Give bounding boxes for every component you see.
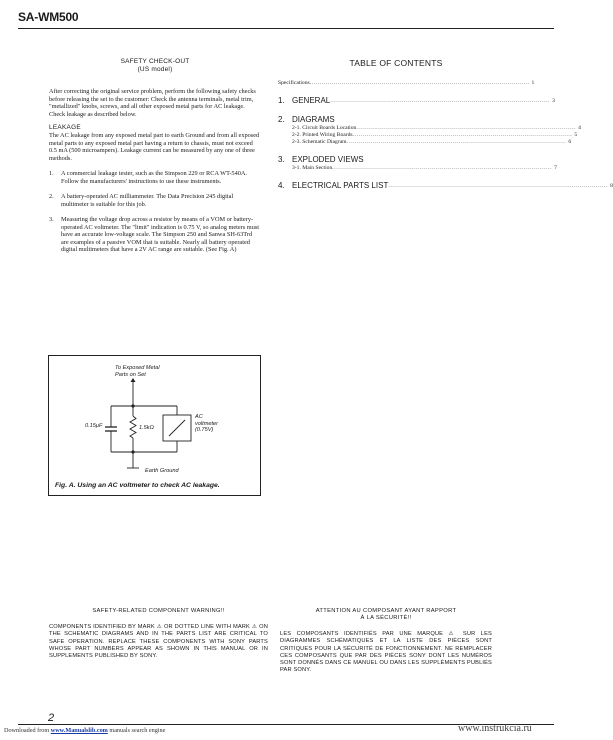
warning-title-english: SAFETY-RELATED COMPONENT WARNING!!: [92, 608, 225, 614]
toc-page-number: 8: [610, 183, 613, 189]
toc-page-number: 3: [552, 98, 555, 104]
download-suffix: manuals search engine: [109, 727, 166, 734]
toc-subentry[interactable]: [278, 125, 581, 132]
method-number: 2.: [49, 193, 54, 200]
toc-page-number: 7: [554, 165, 557, 171]
figure-caption: Fig. A. Using an AC voltmeter to check AC leakage.: [55, 482, 220, 489]
exposed-metal-label: [115, 365, 160, 378]
exposed-metal-label-line2: Parts on Set: [115, 371, 146, 378]
toc-leader-dots: ..............................................................................................................: [330, 98, 551, 104]
toc-entry-general[interactable]: [278, 96, 555, 106]
toc-page-number: 5: [574, 132, 578, 138]
method-number: 3.: [49, 216, 54, 223]
voltmeter-label-line1: AC: [195, 414, 203, 420]
safety-checkout-title-line1: SAFETY CHECK-OUT: [120, 58, 190, 65]
method-text: A commercial leakage tester, such as the Simpson 229 or RCA WT-540A. Follow the manufacturers' instructions to use these instruments.: [61, 170, 247, 185]
resistor-label: 1.5kΩ: [139, 425, 154, 431]
manualslib-link[interactable]: www.Manualslib.com: [50, 727, 108, 734]
voltmeter-label-line2: voltmeter: [195, 420, 219, 427]
toc-entry-label: 3-1. Main Section: [292, 165, 333, 171]
toc-section-label: DIAGRAMS: [292, 115, 335, 124]
safety-checkout-section: [49, 58, 261, 254]
toc-entry-specifications[interactable]: [278, 80, 535, 87]
toc-entry-electrical-parts-list[interactable]: [278, 181, 613, 191]
toc-page-number: 6: [568, 139, 572, 145]
leakage-text: The AC leakage from any exposed metal part to earth Ground and from all exposed metal parts to any exposed metal part having a return to chassis, must not exceed 0.5 mA (500 microampers). Leakage current can be measured by any one of three methods.: [49, 132, 260, 162]
method-text: A battery-operated AC milliammeter. The Data Precision 245 digital multimeter is suitable for this job.: [61, 193, 234, 208]
earth-ground-label: Earth Ground: [145, 468, 179, 474]
safety-warning-english: [49, 608, 268, 660]
toc-entry-label: [278, 181, 388, 191]
toc-entry-label: Specifications: [278, 80, 310, 86]
toc-entry-label: 2-2. Printed Wiring Boards: [292, 132, 353, 138]
table-of-contents: [278, 58, 613, 191]
toc-section-number: 1.: [278, 96, 285, 105]
warning-text-french: LES COMPOSANTS IDENTIFIÉS PAR UNE MARQUE ⚠ SUR LES DIAGRAMMES SCHÉMATIQUES ET LA LISTE DES PIÈCES SONT CRITIQUES POUR LA SÉCURITÉ DE FONCTIONNEMENT. NE REMPLACER CES COMPOSANTS QUE PAR DES PIÈCES SONY DONT LES NUMÉROS SONT DONNÉS DANS CE MANUEL OU DANS LES SUPPLÉMENTS PUBLIÉS PAR SONY.: [280, 631, 492, 674]
toc-section-number: 2.: [278, 115, 285, 124]
method-number: 1.: [49, 170, 54, 177]
toc-title: TABLE OF CONTENTS: [349, 58, 443, 68]
voltmeter-label-line3: (0.75V): [195, 427, 214, 434]
toc-entry-label: 2-1. Circuit Boards Location: [292, 125, 357, 131]
toc-section-label: EXPLODED VIEWS: [292, 155, 364, 164]
toc-section-label: ELECTRICAL PARTS LIST: [292, 181, 389, 190]
toc-leader-dots: ..............................................................................................................: [352, 132, 573, 138]
method-text: Measuring the voltage drop across a resistor by means of a VOM or battery-operated AC voltmeter. The "limit" indication is 0.75 V, so analog meters must have an accurate low-voltage scale. The Simpson 250 and Sanwa SH-63Trd are examples of a passive VOM that is suitable. Nearly all battery operated digital multimeters that have a 2V AC range are suitable. (See Fig. A): [61, 216, 260, 253]
toc-leader-dots: ..............................................................................................................: [346, 139, 567, 145]
toc-entry-label: 2-3. Schematic Diagram: [292, 139, 347, 145]
method-item: [49, 170, 261, 185]
toc-section-number: 4.: [278, 181, 285, 190]
toc-leader-dots: ..............................................................................................................: [356, 125, 577, 131]
model-number: SA-WM500: [18, 10, 79, 24]
download-prefix: Downloaded from: [4, 727, 50, 734]
toc-section-label: GENERAL: [292, 96, 331, 105]
toc-page-number: 1: [531, 80, 535, 86]
method-item: [49, 193, 261, 208]
toc-entry-exploded-views[interactable]: [278, 155, 488, 165]
toc-subentry[interactable]: [278, 132, 578, 139]
toc-leader-dots: ..............................................................................................................: [388, 183, 609, 189]
toc-subentry[interactable]: [278, 139, 572, 146]
toc-leader-dots: ..............................................................................................................: [309, 80, 530, 86]
exposed-metal-label-line1: To Exposed Metal: [115, 365, 160, 371]
toc-entry-diagrams[interactable]: [278, 115, 488, 125]
safety-warning-french: [280, 608, 492, 675]
watermark-url: www.instrukcia.ru: [458, 723, 532, 734]
download-credit: [4, 727, 165, 734]
safety-checkout-title-line2: (US model): [137, 66, 173, 73]
voltmeter-label: [195, 414, 218, 434]
header-rule: [18, 28, 554, 29]
page-number: 2: [48, 712, 55, 724]
toc-page-number: 4: [578, 125, 581, 131]
capacitor-label: 0.15μF: [85, 423, 103, 429]
safety-checkout-title: [49, 58, 261, 74]
toc-section-number: 3.: [278, 155, 285, 164]
warning-title-french-line2: À LA SÉCURITÉ!!: [360, 615, 412, 621]
warning-title-french: [280, 608, 492, 622]
toc-leader-dots: ..............................................................................................................: [332, 165, 553, 171]
method-item: [49, 216, 261, 254]
figure-a-leakage-circuit: [48, 355, 261, 496]
toc-entry-label: [278, 96, 330, 106]
safety-intro-text: After correcting the original service problem, perform the following safety checks before releasing the set to the customer: Check the antenna terminals, metal trim, "metallized" knobs, screws, and all other exposed metal parts for AC leakage. Check leakage as described below.: [49, 88, 256, 118]
leakage-heading: LEAKAGE: [49, 124, 81, 131]
warning-text-english: COMPONENTS IDENTIFIED BY MARK ⚠ OR DOTTED LINE WITH MARK ⚠ ON THE SCHEMATIC DIAGRAMS AND IN THE PARTS LIST ARE CRITICAL TO SAFE OPERATION. REPLACE THESE COMPONENTS WITH SONY PARTS WHOSE PART NUMBERS APPEAR AS SHOWN IN THIS MANUAL OR IN SUPPLEMENTS PUBLISHED BY SONY.: [49, 624, 268, 660]
warning-title-french-line1: ATTENTION AU COMPOSANT AYANT RAPPORT: [315, 608, 457, 614]
toc-subentry[interactable]: [278, 165, 557, 172]
